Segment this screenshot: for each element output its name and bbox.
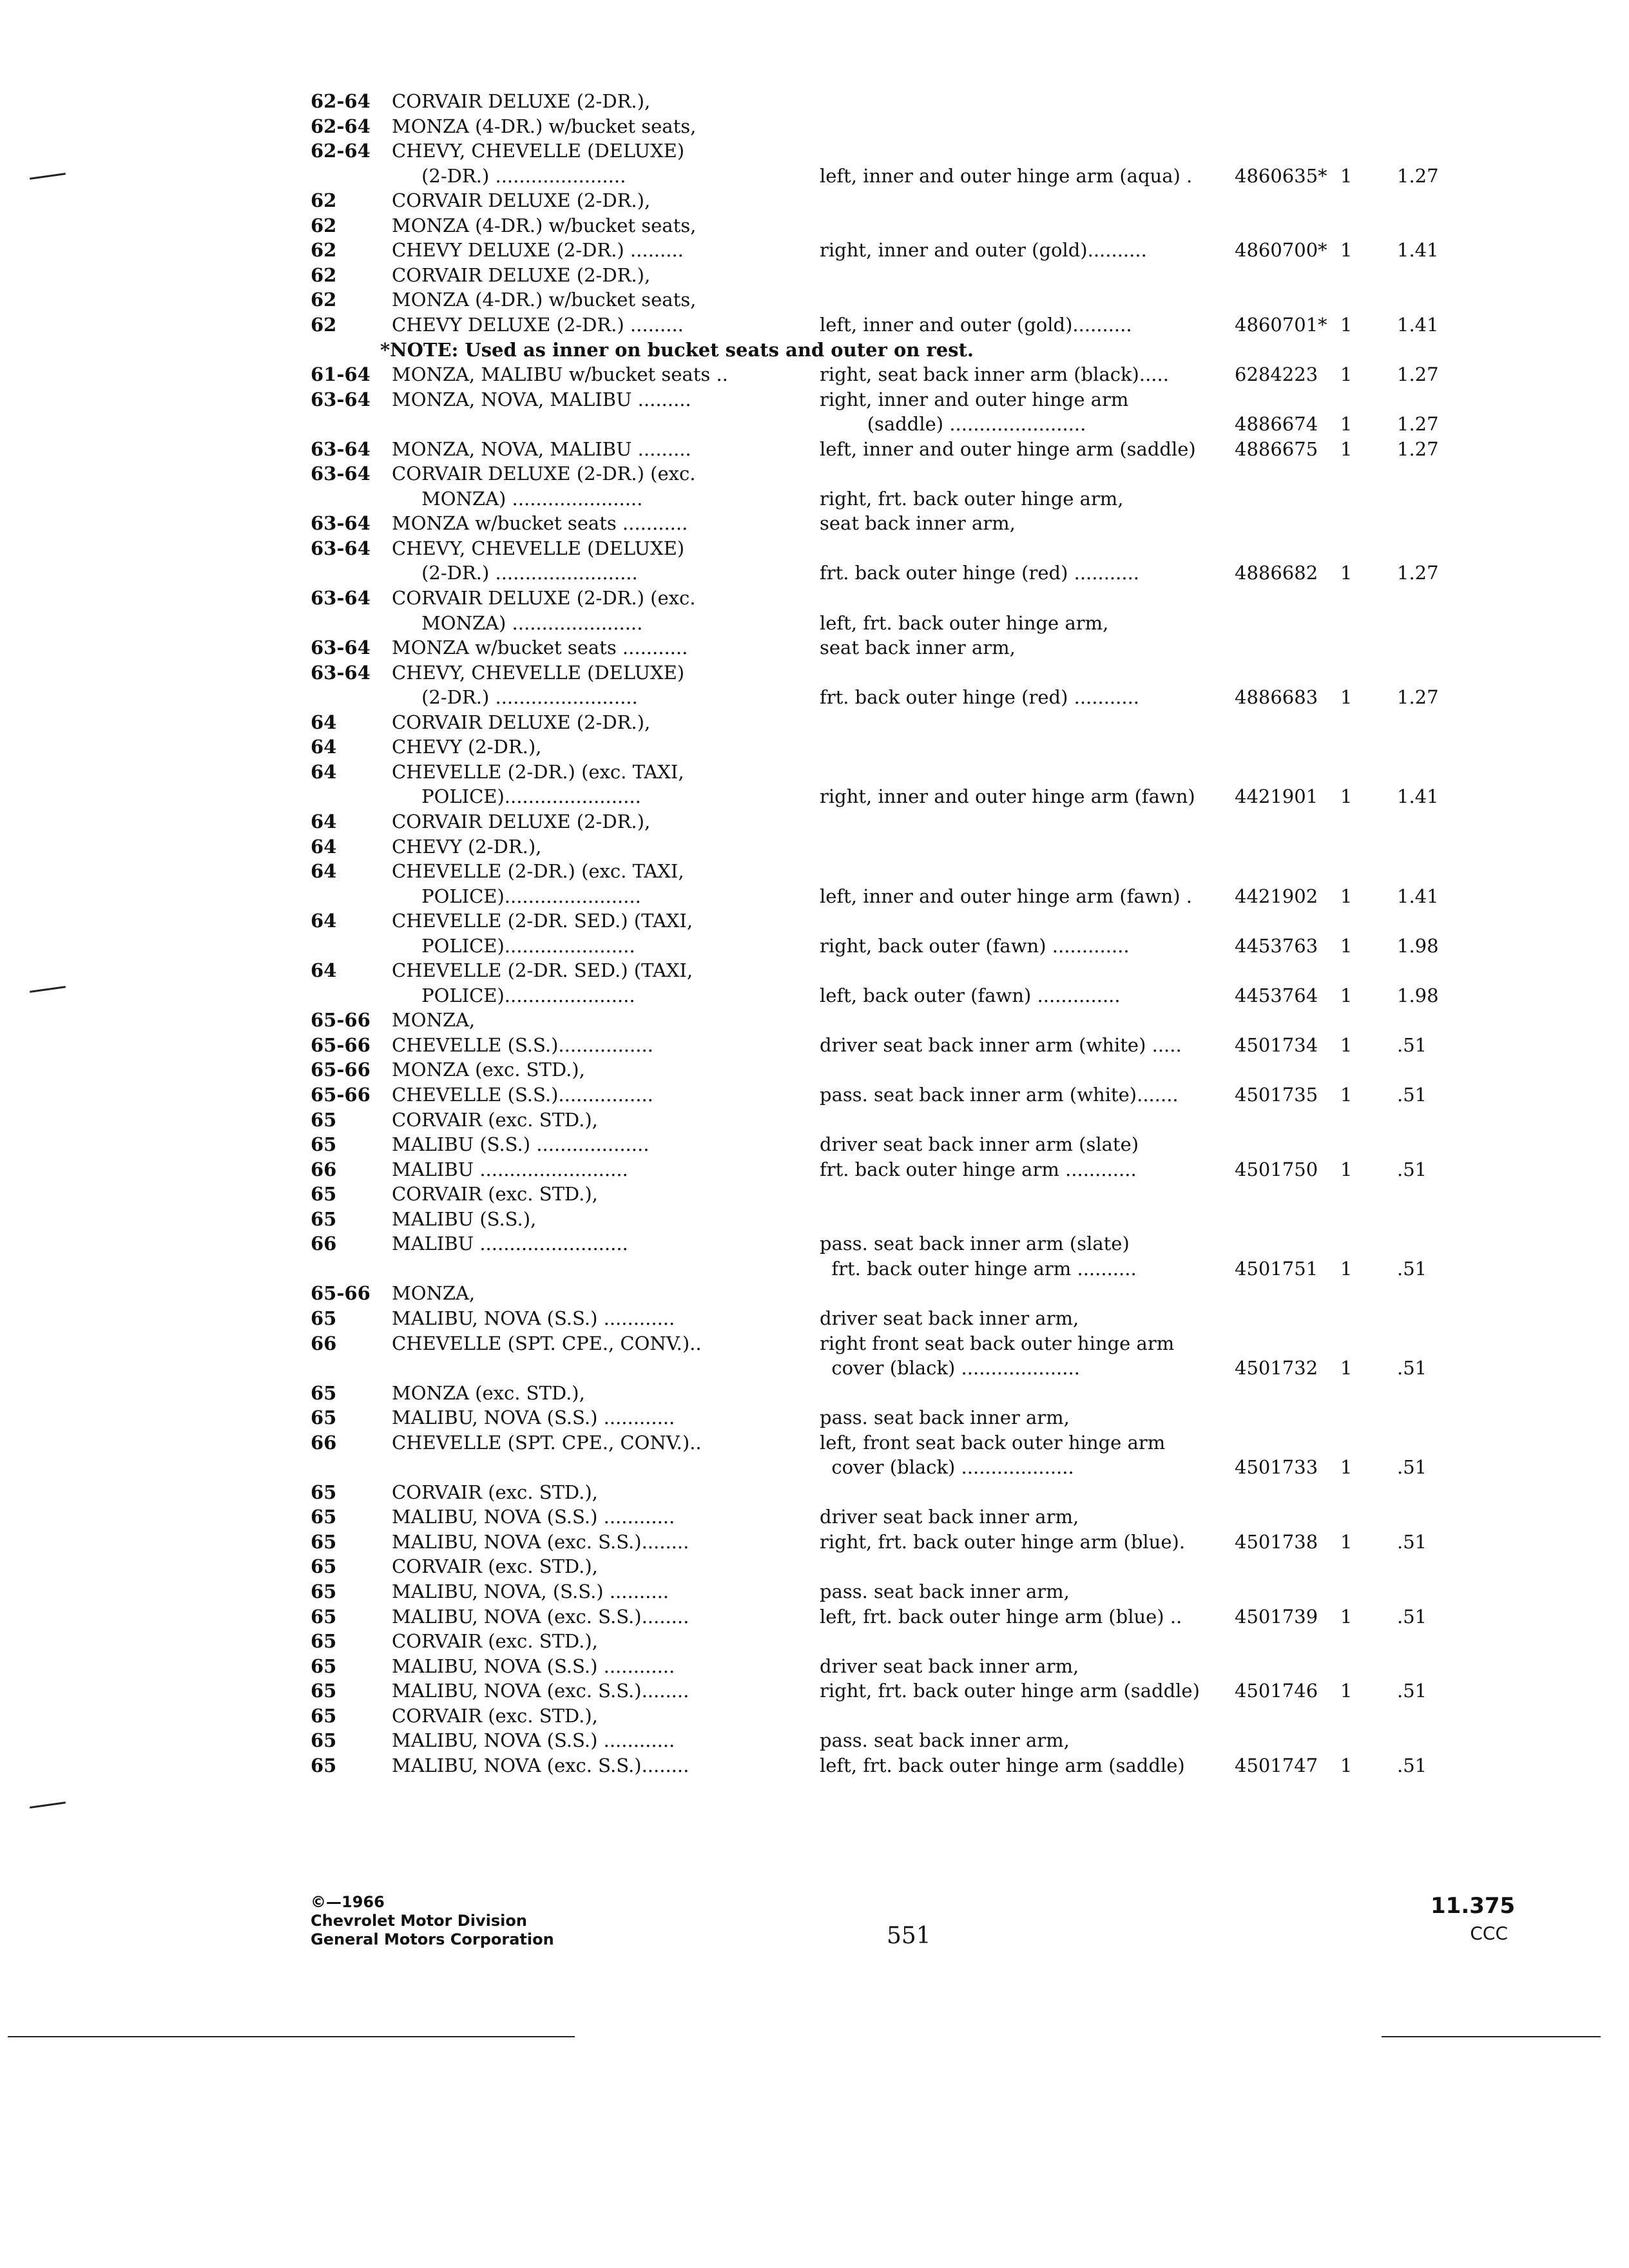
part-description: cover (black) ................... <box>820 1456 1074 1478</box>
quantity: 1 <box>1340 1357 1353 1379</box>
part-description: pass. seat back inner arm, <box>820 1581 1070 1602</box>
model-year: 63-64 <box>311 389 371 410</box>
quantity: 1 <box>1340 1754 1353 1776</box>
quantity: 1 <box>1340 1606 1353 1628</box>
table-row <box>0 1131 1629 1157</box>
table-row <box>0 187 1629 213</box>
table-row <box>0 287 1629 312</box>
model-name: MONZA, <box>392 1009 476 1031</box>
model-name: MONZA, NOVA, MALIBU ......... <box>392 389 691 410</box>
model-name: CORVAIR DELUXE (2-DR.), <box>392 811 651 832</box>
model-year: 63-64 <box>311 662 371 684</box>
model-name: MALIBU, NOVA (exc. S.S.)........ <box>392 1754 689 1776</box>
model-name: CORVAIR (exc. STD.), <box>392 1705 598 1727</box>
model-name: CHEVELLE (2-DR.) (exc. TAXI, <box>392 761 684 783</box>
copyright: ©—1966 <box>311 1893 385 1911</box>
model-year: 65-66 <box>311 1282 371 1304</box>
table-row <box>0 635 1629 660</box>
model-year: 62 <box>311 215 337 236</box>
list-price: .51 <box>1397 1357 1427 1379</box>
model-name: CHEVY, CHEVELLE (DELUXE) <box>392 662 685 684</box>
part-number: 4501735 <box>1235 1084 1318 1106</box>
model-name: CHEVELLE (S.S.)................ <box>392 1084 653 1106</box>
table-row <box>0 461 1629 486</box>
model-year: 65 <box>311 1555 337 1577</box>
list-price: 1.27 <box>1397 165 1439 187</box>
part-description: left, inner and outer hinge arm (saddle) <box>820 438 1196 460</box>
model-name: MONZA (4-DR.) w/bucket seats, <box>392 215 697 236</box>
part-number: 4886674 <box>1235 413 1318 435</box>
part-number: 4886675 <box>1235 438 1318 460</box>
part-number: 4501732 <box>1235 1357 1318 1379</box>
part-description: driver seat back inner arm, <box>820 1307 1079 1329</box>
part-description: frt. back outer hinge arm .......... <box>820 1258 1137 1280</box>
list-price: .51 <box>1397 1084 1427 1106</box>
table-row <box>0 1553 1629 1579</box>
model-year: 65 <box>311 1307 337 1329</box>
part-description: driver seat back inner arm (slate) <box>820 1133 1139 1155</box>
model-name: CHEVELLE (2-DR. SED.) (TAXI, <box>392 959 693 981</box>
model-name: CHEVELLE (2-DR.) (exc. TAXI, <box>392 860 684 882</box>
model-year: 63-64 <box>311 637 371 658</box>
table-row <box>0 361 1629 387</box>
model-name: MALIBU, NOVA (exc. S.S.)........ <box>392 1680 689 1702</box>
model-year: 62 <box>311 289 337 311</box>
model-name: CORVAIR (exc. STD.), <box>392 1183 598 1205</box>
model-year: 65 <box>311 1407 337 1428</box>
quantity: 1 <box>1340 239 1353 261</box>
table-row <box>0 1355 1629 1381</box>
section-sub: CCC <box>1470 1923 1508 1944</box>
table-row <box>0 1231 1629 1256</box>
model-year: 65 <box>311 1606 337 1628</box>
model-year: 65 <box>311 1109 337 1131</box>
list-price: 1.27 <box>1397 562 1439 584</box>
table-row <box>0 113 1629 139</box>
part-number: 4453763 <box>1235 935 1318 957</box>
quantity: 1 <box>1340 363 1353 385</box>
table-row <box>0 436 1629 462</box>
table-row <box>0 660 1629 686</box>
list-price: .51 <box>1397 1034 1427 1056</box>
model-year: 65 <box>311 1133 337 1155</box>
model-name: CORVAIR DELUXE (2-DR.), <box>392 189 651 211</box>
model-year: 62-64 <box>311 90 371 112</box>
part-description: right, frt. back outer hinge arm, <box>820 488 1124 510</box>
list-price: .51 <box>1397 1754 1427 1776</box>
page-number: 551 <box>887 1923 931 1949</box>
table-row <box>0 1628 1629 1654</box>
table-row <box>0 734 1629 760</box>
table-row <box>0 387 1629 412</box>
division-name: Chevrolet Motor Division <box>311 1912 527 1930</box>
model-year: 65-66 <box>311 1009 371 1031</box>
model-name: MONZA, NOVA, MALIBU ......... <box>392 438 691 460</box>
list-price: .51 <box>1397 1531 1427 1553</box>
model-name: CHEVELLE (S.S.)................ <box>392 1034 653 1056</box>
table-row <box>0 709 1629 735</box>
part-description: left, inner and outer hinge arm (aqua) . <box>820 165 1193 187</box>
model-name: CHEVY (2-DR.), <box>392 836 542 858</box>
list-price: 1.41 <box>1397 314 1439 336</box>
part-description: frt. back outer hinge (red) ........... <box>820 562 1140 584</box>
model-name: MONZA, MALIBU w/bucket seats .. <box>392 363 728 385</box>
part-number: 4860635* <box>1235 165 1327 187</box>
footnote: *NOTE: Used as inner on bucket seats and outer on rest. <box>380 339 974 361</box>
table-row <box>0 1430 1629 1456</box>
model-name: MALIBU, NOVA (S.S.) ............ <box>392 1307 675 1329</box>
list-price: 1.98 <box>1397 985 1439 1006</box>
part-description: left, frt. back outer hinge arm, <box>820 612 1109 634</box>
part-number: 4501739 <box>1235 1606 1318 1628</box>
table-row <box>0 1181 1629 1207</box>
model-year: 64 <box>311 910 337 932</box>
model-name: CORVAIR DELUXE (2-DR.), <box>392 90 651 112</box>
quantity: 1 <box>1340 885 1353 907</box>
list-price: 1.98 <box>1397 935 1439 957</box>
model-name: POLICE)....................... <box>392 885 641 907</box>
model-year: 65 <box>311 1481 337 1503</box>
table-row <box>0 1454 1629 1480</box>
model-year: 64 <box>311 711 337 733</box>
model-year: 63-64 <box>311 512 371 534</box>
table-row <box>0 1703 1629 1729</box>
model-name: (2-DR.) ........................ <box>392 686 638 708</box>
model-year: 65 <box>311 1208 337 1230</box>
quantity: 1 <box>1340 1034 1353 1056</box>
model-year: 65 <box>311 1506 337 1528</box>
part-description: (saddle) ....................... <box>820 413 1086 435</box>
model-name: POLICE)...................... <box>392 935 635 957</box>
model-year: 65 <box>311 1382 337 1404</box>
quantity: 1 <box>1340 438 1353 460</box>
part-description: left, back outer (fawn) .............. <box>820 985 1121 1006</box>
list-price: .51 <box>1397 1456 1427 1478</box>
model-name: MONZA w/bucket seats ........... <box>392 512 688 534</box>
part-description: right, frt. back outer hinge arm (saddle) <box>820 1680 1200 1702</box>
table-row <box>0 809 1629 834</box>
list-price: 1.41 <box>1397 239 1439 261</box>
quantity: 1 <box>1340 1456 1353 1478</box>
quantity: 1 <box>1340 165 1353 187</box>
table-row <box>0 486 1629 512</box>
part-number: 4501746 <box>1235 1680 1318 1702</box>
table-row <box>0 213 1629 238</box>
model-name: CHEVY, CHEVELLE (DELUXE) <box>392 140 685 162</box>
part-number: 4501751 <box>1235 1258 1318 1280</box>
table-row <box>0 1405 1629 1430</box>
model-name: (2-DR.) ...................... <box>392 165 626 187</box>
model-year: 64 <box>311 836 337 858</box>
table-row <box>0 237 1629 263</box>
model-name: CHEVELLE (SPT. CPE., CONV.).. <box>392 1332 702 1354</box>
table-row <box>0 1256 1629 1282</box>
model-name: CORVAIR DELUXE (2-DR.), <box>392 711 651 733</box>
table-row <box>0 1107 1629 1133</box>
quantity: 1 <box>1340 1680 1353 1702</box>
part-description: left, frt. back outer hinge arm (saddle) <box>820 1754 1185 1776</box>
model-name: CHEVY DELUXE (2-DR.) ......... <box>392 239 684 261</box>
table-row <box>0 1579 1629 1604</box>
part-description: left, inner and outer hinge arm (fawn) . <box>820 885 1192 907</box>
model-name: CHEVY (2-DR.), <box>392 736 542 758</box>
table-row <box>0 262 1629 288</box>
part-number: 4501750 <box>1235 1158 1318 1180</box>
model-name: MALIBU, NOVA (S.S.) ............ <box>392 1407 675 1428</box>
table-row <box>0 1604 1629 1629</box>
model-name: MONZA (4-DR.) w/bucket seats, <box>392 115 697 137</box>
table-row <box>0 1653 1629 1679</box>
model-year: 64 <box>311 811 337 832</box>
model-year: 65 <box>311 1655 337 1677</box>
table-row <box>0 1057 1629 1082</box>
model-year: 63-64 <box>311 463 371 485</box>
corporation-name: General Motors Corporation <box>311 1930 554 1948</box>
quantity: 1 <box>1340 785 1353 807</box>
part-description: right, frt. back outer hinge arm (blue). <box>820 1531 1186 1553</box>
model-name: CORVAIR (exc. STD.), <box>392 1481 598 1503</box>
model-name: CORVAIR DELUXE (2-DR.) (exc. <box>392 587 696 609</box>
model-year: 66 <box>311 1158 337 1180</box>
model-name: MALIBU, NOVA (S.S.) ............ <box>392 1729 675 1751</box>
table-row <box>0 1479 1629 1505</box>
list-price: .51 <box>1397 1606 1427 1628</box>
model-year: 65 <box>311 1680 337 1702</box>
part-description: seat back inner arm, <box>820 637 1016 658</box>
quantity: 1 <box>1340 1531 1353 1553</box>
part-description: frt. back outer hinge arm ............ <box>820 1158 1137 1180</box>
part-number: 4501738 <box>1235 1531 1318 1553</box>
model-year: 65-66 <box>311 1084 371 1106</box>
table-row <box>0 834 1629 860</box>
bottom-rule-right <box>1382 2036 1601 2037</box>
table-row <box>0 138 1629 164</box>
quantity: 1 <box>1340 413 1353 435</box>
model-year: 65-66 <box>311 1034 371 1056</box>
model-name: MALIBU, NOVA, (S.S.) .......... <box>392 1581 670 1602</box>
table-row <box>0 1280 1629 1306</box>
model-name: MONZA) ...................... <box>392 612 643 634</box>
table-row <box>0 1032 1629 1058</box>
part-number: 4886683 <box>1235 686 1318 708</box>
quantity: 1 <box>1340 985 1353 1006</box>
model-year: 64 <box>311 736 337 758</box>
part-number: 4886682 <box>1235 562 1318 584</box>
part-description: seat back inner arm, <box>820 512 1016 534</box>
part-description: pass. seat back inner arm (white)....... <box>820 1084 1179 1106</box>
model-year: 64 <box>311 959 337 981</box>
part-number: 4421901 <box>1235 785 1318 807</box>
model-year: 66 <box>311 1432 337 1454</box>
table-row <box>0 535 1629 561</box>
model-name: MALIBU ......................... <box>392 1233 628 1254</box>
table-row <box>0 1504 1629 1530</box>
part-description: driver seat back inner arm, <box>820 1655 1079 1677</box>
section-reference <box>1431 1893 1516 1944</box>
list-price: 1.27 <box>1397 686 1439 708</box>
footer-credits <box>311 1893 554 1949</box>
table-row <box>0 783 1629 809</box>
model-name: CORVAIR (exc. STD.), <box>392 1555 598 1577</box>
part-number: 4501733 <box>1235 1456 1318 1478</box>
model-year: 65 <box>311 1183 337 1205</box>
model-year: 61-64 <box>311 363 371 385</box>
model-name: CHEVY, CHEVELLE (DELUXE) <box>392 537 685 559</box>
table-row <box>0 1305 1629 1331</box>
part-number: 4453764 <box>1235 985 1318 1006</box>
part-description: right, inner and outer (gold).......... <box>820 239 1147 261</box>
part-description: pass. seat back inner arm (slate) <box>820 1233 1130 1254</box>
table-row <box>0 1331 1629 1356</box>
table-row <box>0 312 1629 338</box>
quantity: 1 <box>1340 935 1353 957</box>
part-description: left, frt. back outer hinge arm (blue) .. <box>820 1606 1182 1628</box>
model-year: 64 <box>311 860 337 882</box>
model-name: MONZA (exc. STD.), <box>392 1382 585 1404</box>
part-number: 4501747 <box>1235 1754 1318 1776</box>
model-year: 65 <box>311 1630 337 1652</box>
model-name: (2-DR.) ........................ <box>392 562 638 584</box>
part-description: pass. seat back inner arm, <box>820 1729 1070 1751</box>
part-number: 4860701* <box>1235 314 1327 336</box>
model-name: MALIBU (S.S.) ................... <box>392 1133 650 1155</box>
model-name: CORVAIR DELUXE (2-DR.), <box>392 264 651 286</box>
table-row <box>0 585 1629 611</box>
table-row <box>0 759 1629 785</box>
model-year: 65 <box>311 1754 337 1776</box>
model-year: 62-64 <box>311 115 371 137</box>
model-name: MONZA w/bucket seats ........... <box>392 637 688 658</box>
quantity: 1 <box>1340 686 1353 708</box>
model-year: 62-64 <box>311 140 371 162</box>
model-name: MALIBU ......................... <box>392 1158 628 1180</box>
table-row <box>0 88 1629 114</box>
model-year: 65 <box>311 1705 337 1727</box>
list-price: 1.27 <box>1397 413 1439 435</box>
model-name: CHEVELLE (2-DR. SED.) (TAXI, <box>392 910 693 932</box>
part-description: right, seat back inner arm (black)..... <box>820 363 1169 385</box>
part-description: right, back outer (fawn) ............. <box>820 935 1130 957</box>
model-year: 65 <box>311 1729 337 1751</box>
part-description: left, front seat back outer hinge arm <box>820 1432 1166 1454</box>
table-row <box>0 1157 1629 1182</box>
part-description: left, inner and outer (gold).......... <box>820 314 1132 336</box>
model-name: CORVAIR DELUXE (2-DR.) (exc. <box>392 463 696 485</box>
table-row <box>0 1727 1629 1753</box>
model-year: 66 <box>311 1233 337 1254</box>
quantity: 1 <box>1340 1158 1353 1180</box>
model-name: MONZA, <box>392 1282 476 1304</box>
list-price: .51 <box>1397 1680 1427 1702</box>
model-name: MONZA (4-DR.) w/bucket seats, <box>392 289 697 311</box>
section-code: 11.375 <box>1431 1893 1516 1919</box>
model-year: 65-66 <box>311 1059 371 1081</box>
table-row <box>0 1753 1629 1778</box>
table-row <box>0 1529 1629 1555</box>
list-price: .51 <box>1397 1158 1427 1180</box>
part-description: cover (black) .................... <box>820 1357 1080 1379</box>
model-year: 63-64 <box>311 537 371 559</box>
part-number: 4860700* <box>1235 239 1327 261</box>
model-name: CORVAIR (exc. STD.), <box>392 1630 598 1652</box>
model-year: 62 <box>311 314 337 336</box>
part-description: driver seat back inner arm (white) ..... <box>820 1034 1182 1056</box>
table-row <box>0 684 1629 710</box>
quantity: 1 <box>1340 1258 1353 1280</box>
table-row <box>0 1380 1629 1406</box>
list-price: 1.41 <box>1397 785 1439 807</box>
model-name: MALIBU, NOVA (S.S.) ............ <box>392 1506 675 1528</box>
table-row <box>0 1678 1629 1704</box>
quantity: 1 <box>1340 314 1353 336</box>
list-price: 1.27 <box>1397 438 1439 460</box>
model-year: 62 <box>311 189 337 211</box>
table-row <box>0 883 1629 909</box>
quantity: 1 <box>1340 1084 1353 1106</box>
list-price: 1.27 <box>1397 363 1439 385</box>
part-description: right, inner and outer hinge arm (fawn) <box>820 785 1195 807</box>
table-row <box>0 858 1629 884</box>
bottom-rule-left <box>8 2036 575 2037</box>
table-row <box>0 510 1629 536</box>
model-year: 65 <box>311 1581 337 1602</box>
quantity: 1 <box>1340 562 1353 584</box>
part-number: 4421902 <box>1235 885 1318 907</box>
model-year: 62 <box>311 264 337 286</box>
model-year: 62 <box>311 239 337 261</box>
table-row <box>0 1007 1629 1033</box>
model-name: POLICE)....................... <box>392 785 641 807</box>
part-description: right front seat back outer hinge arm <box>820 1332 1175 1354</box>
model-name: MONZA) ...................... <box>392 488 643 510</box>
list-price: .51 <box>1397 1258 1427 1280</box>
model-name: MALIBU, NOVA (exc. S.S.)........ <box>392 1606 689 1628</box>
list-price: 1.41 <box>1397 885 1439 907</box>
part-description: frt. back outer hinge (red) ........... <box>820 686 1140 708</box>
part-number: 6284223 <box>1235 363 1318 385</box>
table-row <box>0 610 1629 636</box>
part-description: right, inner and outer hinge arm <box>820 389 1129 410</box>
part-description: driver seat back inner arm, <box>820 1506 1079 1528</box>
model-name: CORVAIR (exc. STD.), <box>392 1109 598 1131</box>
table-row <box>0 337 1629 363</box>
model-name: MONZA (exc. STD.), <box>392 1059 585 1081</box>
table-row <box>0 957 1629 983</box>
table-row <box>0 560 1629 586</box>
table-row <box>0 908 1629 934</box>
table-row <box>0 983 1629 1008</box>
part-number: 4501734 <box>1235 1034 1318 1056</box>
model-name: MALIBU (S.S.), <box>392 1208 537 1230</box>
part-description: pass. seat back inner arm, <box>820 1407 1070 1428</box>
model-name: CHEVELLE (SPT. CPE., CONV.).. <box>392 1432 702 1454</box>
model-name: POLICE)...................... <box>392 985 635 1006</box>
model-name: MALIBU, NOVA (S.S.) ............ <box>392 1655 675 1677</box>
table-row <box>0 933 1629 959</box>
model-name: CHEVY DELUXE (2-DR.) ......... <box>392 314 684 336</box>
model-year: 63-64 <box>311 438 371 460</box>
table-row <box>0 1206 1629 1232</box>
model-year: 65 <box>311 1531 337 1553</box>
model-year: 64 <box>311 761 337 783</box>
table-row <box>0 163 1629 189</box>
model-year: 63-64 <box>311 587 371 609</box>
model-year: 66 <box>311 1332 337 1354</box>
table-row <box>0 1082 1629 1108</box>
model-name: MALIBU, NOVA (exc. S.S.)........ <box>392 1531 689 1553</box>
table-row <box>0 411 1629 437</box>
